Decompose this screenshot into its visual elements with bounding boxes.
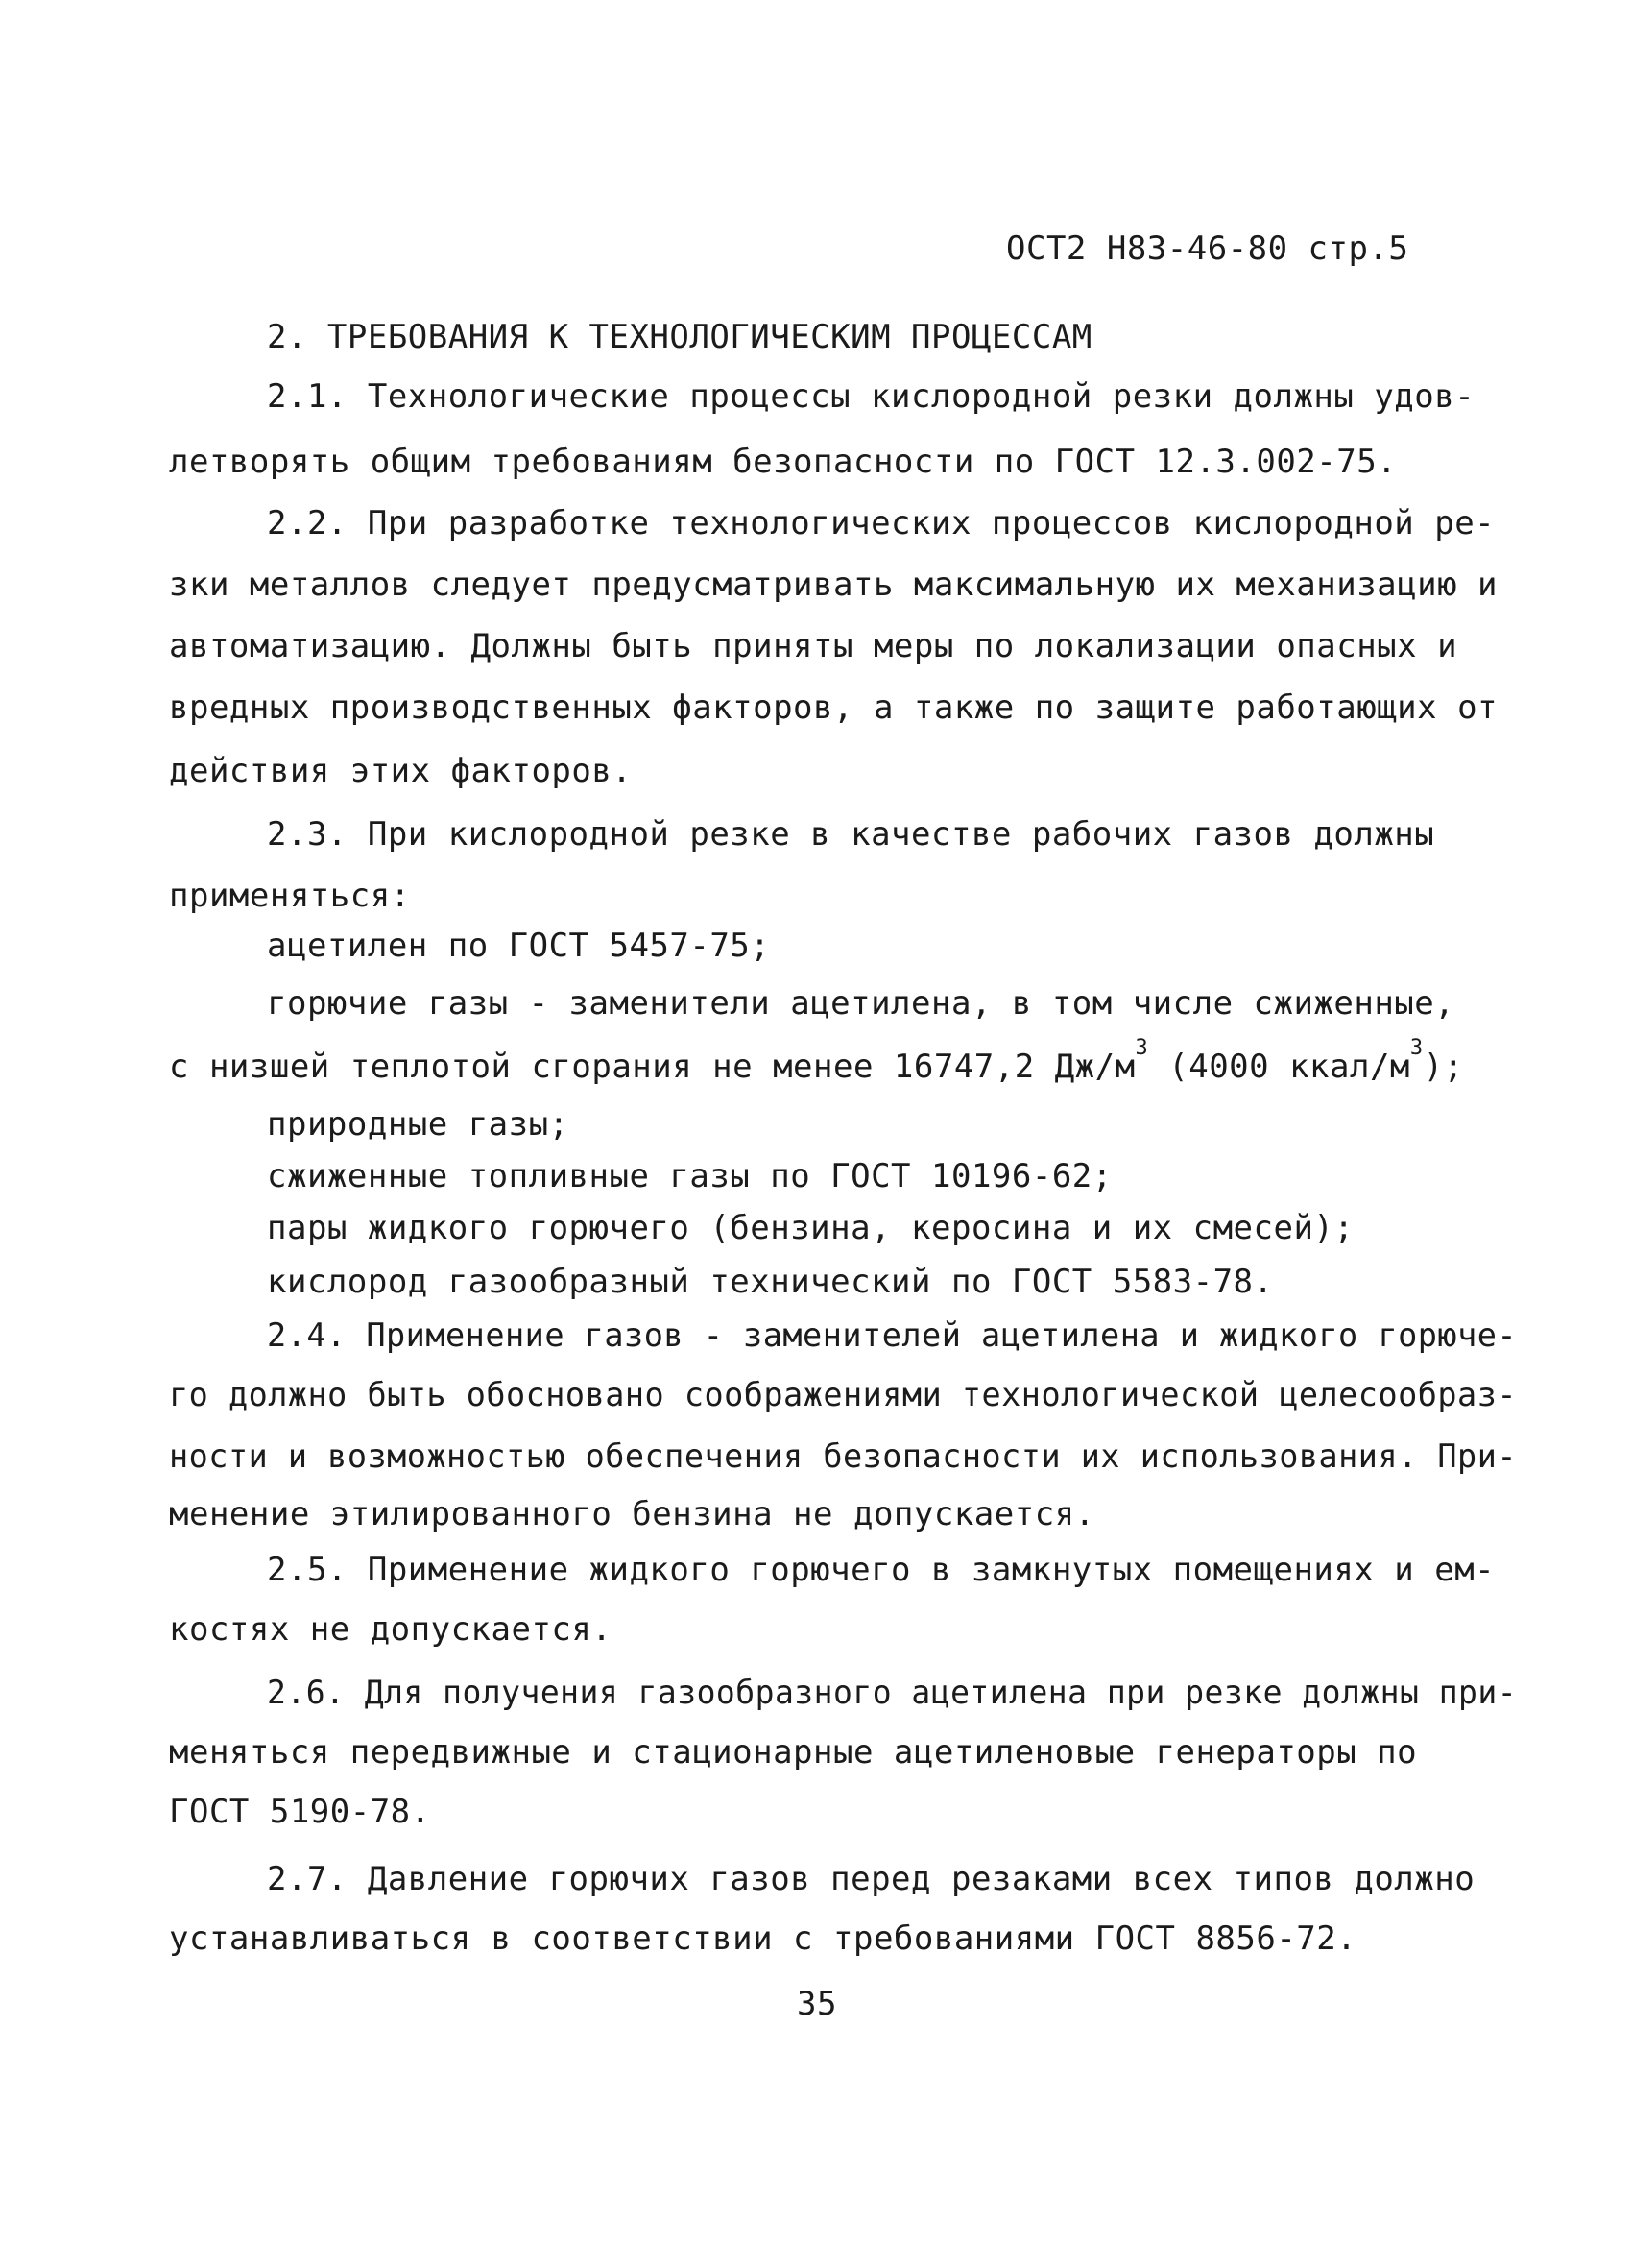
gas-list-oxygen: кислород газообразный технический по ГОСТ 5583-78. xyxy=(267,1263,1274,1301)
paragraph-2-6-line-2: меняться передвижные и стационарные ацетиленовые генераторы по xyxy=(169,1733,1418,1772)
paragraph-2-5-line-1: 2.5. Применение жидкого горючего в замкнутых помещениях и ем- xyxy=(267,1551,1496,1589)
gas-list-natural: природные газы; xyxy=(267,1105,569,1144)
cubic-superscript: 3 xyxy=(1135,1036,1149,1060)
paragraph-2-2-line-3: автоматизацию. Должны быть приняты меры по локализации опасных и xyxy=(169,627,1458,665)
paragraph-2-7-line-2: устанавливаться в соответствии с требованиями ГОСТ 8856-72. xyxy=(169,1919,1357,1958)
section-title: 2. ТРЕБОВАНИЯ К ТЕХНОЛОГИЧЕСКИМ ПРОЦЕССАМ xyxy=(267,318,1092,356)
kcal-value-text: (4000 ккал/м xyxy=(1148,1048,1410,1086)
paragraph-2-4-line-4: менение этилированного бензина не допускается. xyxy=(169,1495,1095,1533)
page-number: 35 xyxy=(797,1985,837,2023)
document-header-code: ОСТ2 Н83-46-80 стр.5 xyxy=(1006,229,1409,268)
paragraph-2-1-line-1: 2.1. Технологические процессы кислородной резки должны удов- xyxy=(267,377,1476,416)
paragraph-2-3-line-2: применяться: xyxy=(169,877,411,915)
paragraph-2-2-line-5: действия этих факторов. xyxy=(169,752,633,790)
gas-list-vapors: пары жидкого горючего (бензина, керосина и их смесей); xyxy=(267,1209,1355,1247)
paragraph-2-3-line-1: 2.3. При кислородной резке в качестве рабочих газов должны xyxy=(267,815,1435,854)
paragraph-2-5-line-2: костях не допускается. xyxy=(169,1610,612,1649)
paragraph-2-1-line-2: летворять общим требованиям безопасности по ГОСТ 12.3.002-75. xyxy=(169,443,1398,481)
gas-list-substitutes-line-1: горючие газы - заменители ацетилена, в том числе сжиженные, xyxy=(267,984,1455,1023)
gas-list-acetylene: ацетилен по ГОСТ 5457-75; xyxy=(267,927,771,965)
closing-text: ); xyxy=(1423,1048,1464,1086)
paragraph-2-4-line-2: го должно быть обосновано соображениями технологической целесообраз- xyxy=(169,1376,1517,1414)
gas-list-liquefied: сжиженные топливные газы по ГОСТ 10196-62; xyxy=(267,1157,1113,1195)
cubic-superscript: 3 xyxy=(1409,1036,1424,1060)
paragraph-2-4-line-3: ности и возможностью обеспечения безопасности их использования. При- xyxy=(169,1437,1517,1476)
paragraph-2-4-line-1: 2.4. Применение газов - заменителей ацетилена и жидкого горюче- xyxy=(267,1316,1518,1355)
paragraph-2-6-line-1: 2.6. Для получения газообразного ацетилена при резке должны при- xyxy=(267,1674,1518,1712)
heat-value-text: с низшей теплотой сгорания не менее 16747,2 Дж/м xyxy=(169,1048,1136,1086)
gas-list-substitutes-line-2 xyxy=(169,1036,1464,1086)
paragraph-2-6-line-3: ГОСТ 5190-78. xyxy=(169,1793,431,1831)
paragraph-2-2-line-4: вредных производственных факторов, а также по защите работающих от xyxy=(169,688,1499,727)
paragraph-2-2-line-2: зки металлов следует предусматривать максимальную их механизацию и xyxy=(169,566,1499,604)
paragraph-2-2-line-1: 2.2. При разработке технологических процессов кислородной ре- xyxy=(267,504,1496,543)
paragraph-2-7-line-1: 2.7. Давление горючих газов перед резаками всех типов должно xyxy=(267,1860,1476,1898)
